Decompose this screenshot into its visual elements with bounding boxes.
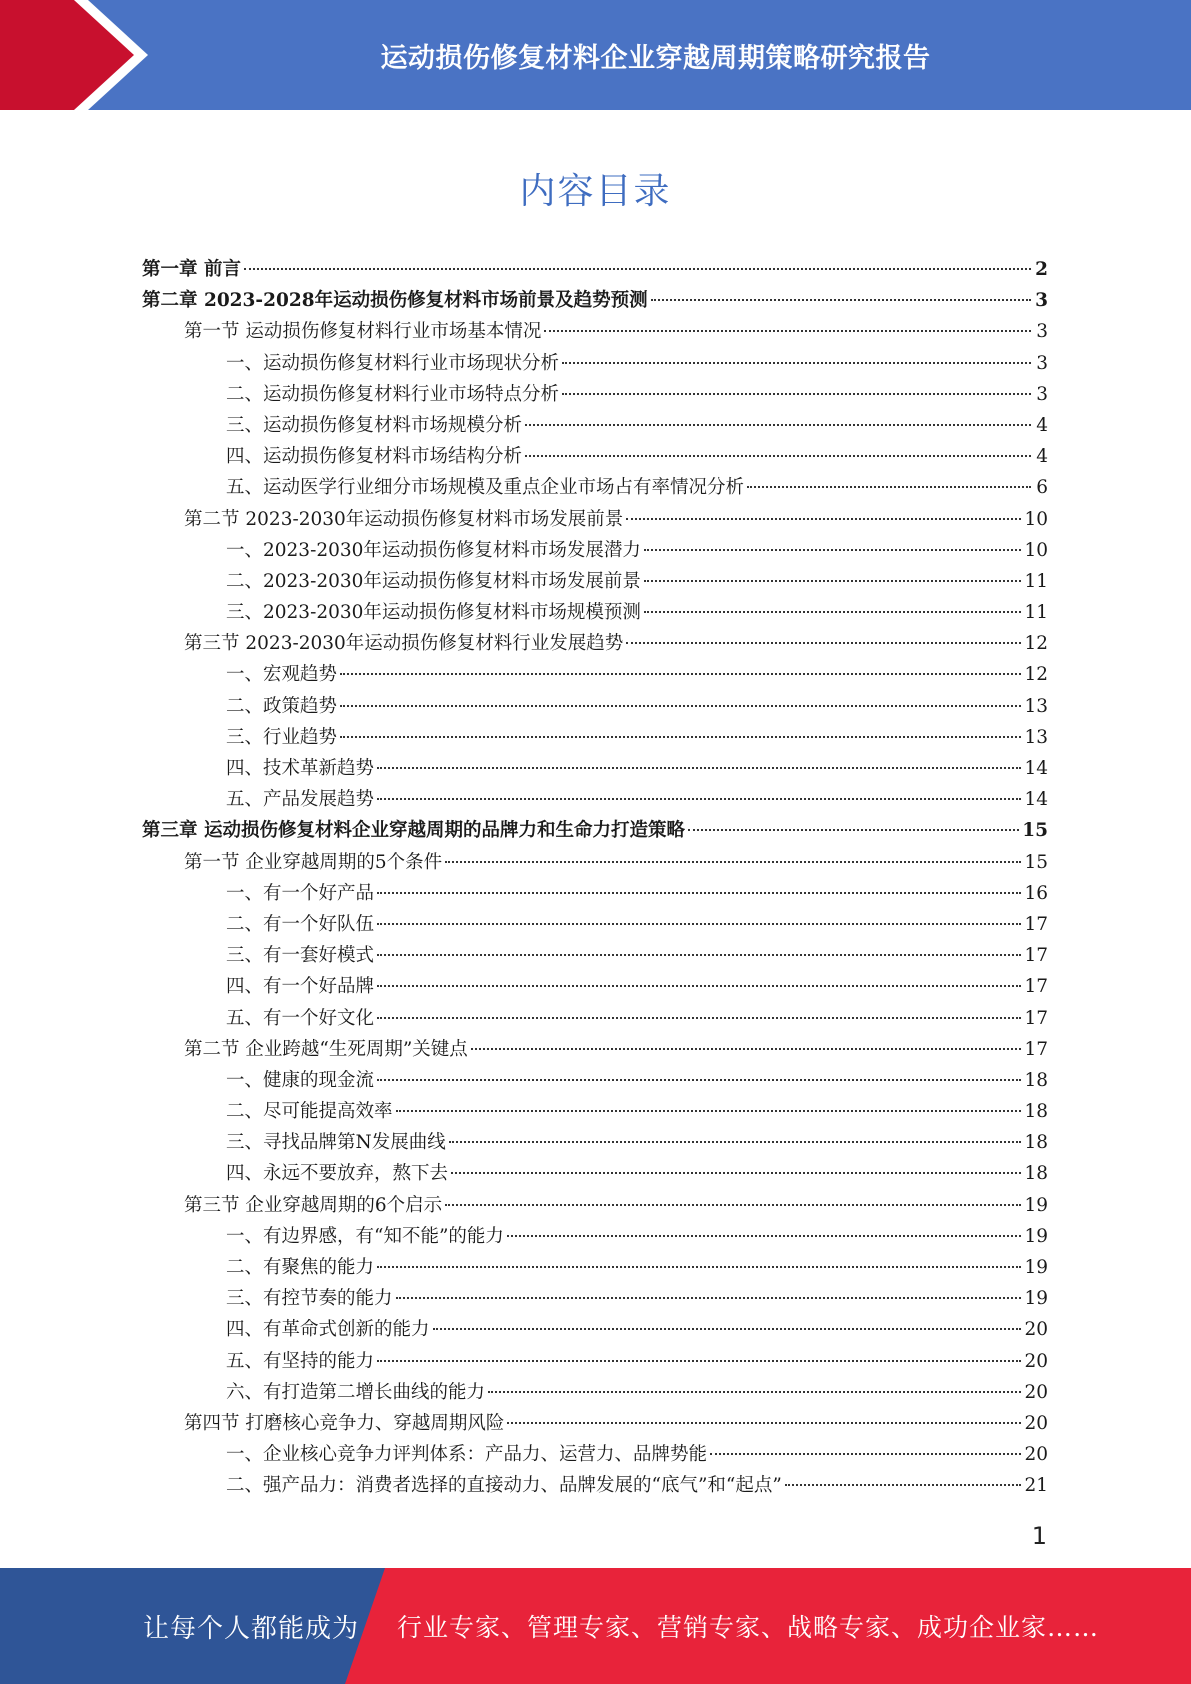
toc-entry-text: 第一章 前言 [142,259,241,280]
toc-entry-text: 二、强产品力：消费者选择的直接动力、品牌发展的“底气”和“起点” [226,1475,782,1497]
toc-entry-text: 一、运动损伤修复材料行业市场现状分析 [226,352,560,374]
page-number: 1 [1031,1522,1047,1550]
toc-entry-page: 3 [1036,383,1048,405]
toc-entry-page: 19 [1024,1288,1048,1310]
toc-subsection-entry[interactable] [142,566,1048,597]
toc-dot-leader [377,1359,1021,1362]
toc-entry-text: 一、2023-2030年运动损伤修复材料市场发展潜力 [226,539,641,561]
toc-subsection-entry[interactable] [142,535,1048,566]
toc-dot-leader [507,1234,1022,1237]
toc-entry-page: 10 [1024,539,1048,561]
toc-section-entry[interactable] [142,1408,1048,1439]
toc-entry-text: 第四节 打磨核心竞争力、穿越周期风险 [184,1412,505,1434]
toc-dot-leader [525,454,1031,457]
toc-entry-page: 17 [1024,945,1048,967]
toc-dot-leader [377,891,1021,894]
toc-dot-leader [644,579,1022,582]
toc-entry-text: 一、有一个好产品 [226,882,375,904]
footer-slogan-left: 让每个人都能成为 [143,1613,360,1644]
toc-section-entry[interactable] [142,504,1048,535]
toc-entry-text: 三、运动损伤修复材料市场规模分析 [226,414,523,436]
toc-subsection-entry[interactable] [142,753,1048,784]
toc-dot-leader [449,1140,1022,1143]
toc-dot-leader [471,1047,1022,1050]
toc-subsection-entry[interactable] [142,1283,1048,1314]
toc-entry-page: 17 [1024,1038,1048,1060]
toc-entry-page: 20 [1024,1319,1048,1341]
report-title: 运动损伤修复材料企业穿越周期策略研究报告 [380,42,931,74]
toc-subsection-entry[interactable] [142,348,1048,379]
toc-dot-leader [562,392,1031,395]
toc-entry-text: 三、寻找品牌第N发展曲线 [226,1132,446,1154]
toc-entry-text: 二、有一个好队伍 [226,913,375,935]
toc-entry-page: 20 [1024,1444,1048,1466]
toc-dot-leader [525,423,1031,426]
toc-subsection-entry[interactable] [142,1096,1048,1127]
toc-entry-page: 16 [1024,882,1048,904]
toc-entry-text: 四、永远不要放弃，熬下去 [226,1163,449,1185]
toc-entry-text: 第三章 运动损伤修复材料企业穿越周期的品牌力和生命力打造策略 [142,820,685,842]
toc-entry-page: 11 [1024,570,1048,592]
toc-section-entry[interactable] [142,628,1048,659]
toc-entry-text: 三、行业趋势 [226,726,338,748]
toc-subsection-entry[interactable] [142,878,1048,909]
toc-entry-page: 12 [1024,664,1048,686]
toc-entry-text: 一、健康的现金流 [226,1069,375,1091]
toc-entry-text: 四、有革命式创新的能力 [226,1319,430,1341]
toc-subsection-entry[interactable] [142,659,1048,690]
toc-entry-page: 13 [1024,695,1048,717]
toc-entry-text: 三、有控节奏的能力 [226,1288,393,1310]
chevron-arrow-icon [0,0,160,110]
toc-entry-page: 3 [1035,290,1048,312]
toc-entry-page: 11 [1024,602,1048,624]
toc-entry-page: 12 [1024,633,1048,655]
toc-subsection-entry[interactable] [142,379,1048,410]
toc-dot-leader [396,1296,1022,1299]
toc-entry-text: 二、政策趋势 [226,695,338,717]
toc-dot-leader [445,860,1021,863]
toc-entry-page: 6 [1036,477,1048,499]
toc-subsection-entry[interactable] [142,1158,1048,1189]
toc-dot-leader [377,766,1021,769]
toc-section-entry[interactable] [142,1034,1048,1065]
toc-entry-page: 2 [1035,259,1048,280]
toc-subsection-entry[interactable] [142,1314,1048,1345]
toc-entry-page: 18 [1024,1132,1048,1154]
toc-chapter-entry[interactable] [142,254,1048,285]
toc-dot-leader [644,548,1022,551]
toc-subsection-entry[interactable] [142,1252,1048,1283]
toc-dot-leader [377,1016,1021,1019]
toc-subsection-entry[interactable] [142,940,1048,971]
toc-entry-text: 第二节 2023-2030年运动损伤修复材料市场发展前景 [184,508,624,530]
toc-dot-leader [377,953,1021,956]
toc-dot-leader [340,704,1021,707]
toc-entry-page: 19 [1024,1194,1048,1216]
toc-entry-text: 五、产品发展趋势 [226,789,375,811]
toc-subsection-entry[interactable] [142,441,1048,472]
page-footer [0,1568,1191,1684]
toc-entry-page: 17 [1024,1007,1048,1029]
toc-entry-page: 17 [1024,913,1048,935]
toc-section-entry[interactable] [142,1190,1048,1221]
page-header [0,0,1191,110]
toc-dot-leader [451,1171,1021,1174]
toc-heading: 内容目录 [519,171,672,212]
toc-dot-leader [377,984,1021,987]
toc-dot-leader [544,329,1031,332]
toc-entry-page: 19 [1024,1225,1048,1247]
toc-entry-text: 三、2023-2030年运动损伤修复材料市场规模预测 [226,602,641,624]
toc-entry-page: 19 [1024,1257,1048,1278]
toc-entry-text: 一、宏观趋势 [226,664,338,686]
toc-entry-text: 二、2023-2030年运动损伤修复材料市场发展前景 [226,570,641,592]
toc-dot-leader [688,828,1019,831]
toc-entry-page: 18 [1024,1069,1048,1091]
toc-chapter-entry[interactable] [142,285,1048,316]
toc-entry-text: 第三节 企业穿越周期的6个启示 [184,1194,443,1216]
toc-dot-leader [377,1265,1021,1268]
toc-subsection-entry[interactable] [142,410,1048,441]
toc-subsection-entry[interactable] [142,691,1048,722]
toc-dot-leader [710,1452,1021,1455]
toc-subsection-entry[interactable] [142,1470,1048,1501]
toc-entry-text: 一、企业核心竞争力评判体系：产品力、运营力、品牌势能 [226,1444,708,1466]
toc-entry-page: 18 [1024,1101,1048,1123]
toc-entry-text: 六、有打造第二增长曲线的能力 [226,1381,486,1403]
toc-entry-page: 10 [1024,508,1048,530]
toc-entry-page: 15 [1024,851,1048,873]
toc-dot-leader [507,1421,1021,1424]
toc-entry-page: 15 [1022,820,1048,842]
footer-slogan-right: 行业专家、管理专家、营销专家、战略专家、成功企业家…… [397,1613,1100,1642]
toc-entry-page: 3 [1036,321,1048,343]
toc-entry-page: 17 [1024,976,1048,998]
toc-dot-leader [488,1390,1021,1393]
toc-entry-page: 13 [1024,726,1048,748]
toc-entry-text: 第二节 企业跨越“生死周期”关键点 [184,1038,468,1060]
toc-entry-page: 20 [1024,1350,1048,1372]
toc-subsection-entry[interactable] [142,909,1048,940]
toc-entry-text: 第三节 2023-2030年运动损伤修复材料行业发展趋势 [184,633,624,655]
toc-dot-leader [562,361,1031,364]
toc-subsection-entry[interactable] [142,971,1048,1002]
toc-entry-text: 五、有坚持的能力 [226,1350,375,1372]
toc-entry-text: 四、有一个好品牌 [226,976,375,998]
toc-entry-text: 二、有聚焦的能力 [226,1257,375,1278]
toc-entry-text: 四、运动损伤修复材料市场结构分析 [226,446,523,468]
toc-dot-leader [433,1327,1022,1330]
toc-subsection-entry[interactable] [142,1065,1048,1096]
toc-entry-page: 3 [1036,352,1048,374]
toc-dot-leader [377,797,1021,800]
toc-dot-leader [445,1203,1021,1206]
toc-subsection-entry[interactable] [142,784,1048,815]
toc-entry-text: 第一节 运动损伤修复材料行业市场基本情况 [184,321,542,343]
toc-subsection-entry[interactable] [142,1127,1048,1158]
toc-entry-text: 第一节 企业穿越周期的5个条件 [184,851,443,873]
toc-chapter-entry[interactable] [142,815,1048,846]
toc-entry-text: 五、运动医学行业细分市场规模及重点企业市场占有率情况分析 [226,477,745,499]
toc-dot-leader [244,267,1031,270]
toc-dot-leader [747,485,1031,488]
toc-dot-leader [626,641,1021,644]
toc-dot-leader [340,672,1021,675]
toc-entry-page: 4 [1036,414,1048,436]
toc-subsection-entry[interactable] [142,1221,1048,1252]
toc-section-entry[interactable] [142,847,1048,878]
toc-dot-leader [340,735,1021,738]
toc-entry-page: 14 [1024,789,1048,811]
toc-dot-leader [785,1483,1022,1486]
toc-section-entry[interactable] [142,316,1048,347]
toc-entry-text: 一、有边界感，有“知不能”的能力 [226,1225,504,1247]
toc-dot-leader [377,922,1021,925]
toc-dot-leader [644,610,1022,613]
toc-entry-page: 18 [1024,1163,1048,1185]
toc-entry-page: 20 [1024,1412,1048,1434]
toc-subsection-entry[interactable] [142,1377,1048,1408]
toc-entry-page: 21 [1024,1475,1048,1497]
toc-subsection-entry[interactable] [142,1346,1048,1377]
toc-subsection-entry[interactable] [142,1003,1048,1034]
toc-subsection-entry[interactable] [142,1439,1048,1470]
toc-dot-leader [626,517,1021,520]
toc-entry-page: 4 [1036,446,1048,468]
toc-entry-text: 二、运动损伤修复材料行业市场特点分析 [226,383,560,405]
toc-subsection-entry[interactable] [142,722,1048,753]
toc-entry-text: 三、有一套好模式 [226,945,375,967]
table-of-contents [142,254,1048,1502]
toc-entry-text: 五、有一个好文化 [226,1007,375,1029]
toc-entry-text: 二、尽可能提高效率 [226,1101,393,1123]
toc-dot-leader [377,1078,1021,1081]
toc-subsection-entry[interactable] [142,597,1048,628]
toc-dot-leader [396,1109,1022,1112]
toc-entry-text: 四、技术革新趋势 [226,758,375,779]
toc-dot-leader [651,298,1031,301]
toc-subsection-entry[interactable] [142,472,1048,503]
toc-entry-page: 20 [1024,1381,1048,1403]
toc-entry-text: 第二章 2023-2028年运动损伤修复材料市场前景及趋势预测 [142,290,648,312]
toc-entry-page: 14 [1024,758,1048,779]
